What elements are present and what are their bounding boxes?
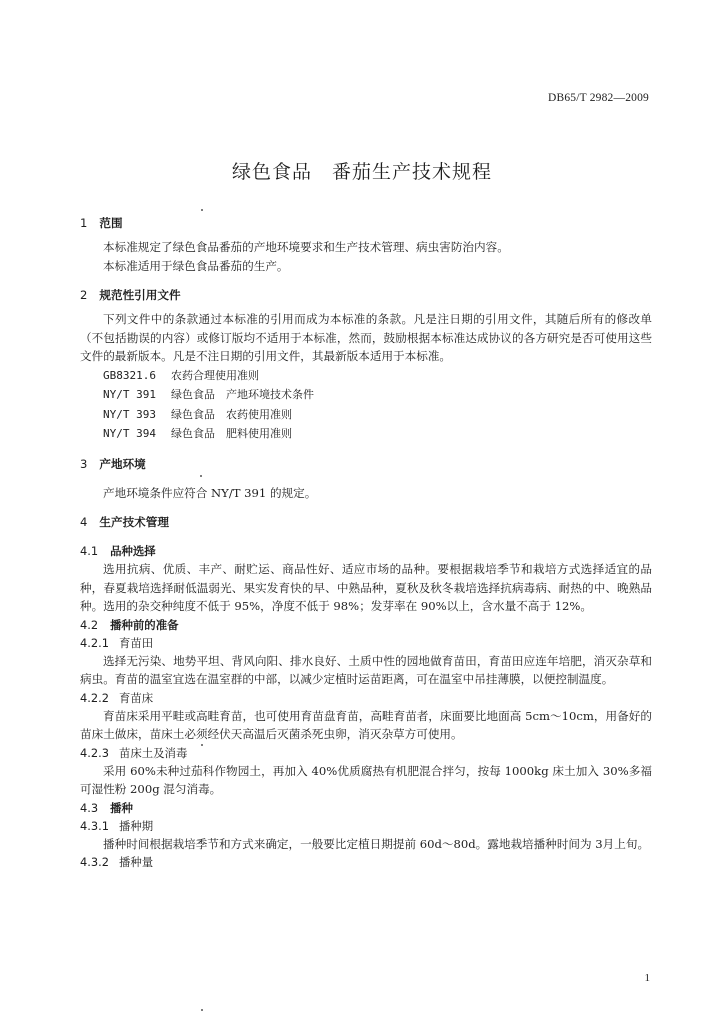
section-4-1-heading <box>80 542 652 560</box>
section-title: 播种前的准备 <box>110 617 179 632</box>
reference-name: 农药合理使用准则 <box>171 368 259 382</box>
page-number: 1 <box>644 972 650 984</box>
paragraph: 本标准规定了绿色食品番茄的产地环境要求和生产技术管理、病虫害防治内容。 <box>103 240 509 254</box>
scan-speck <box>201 1009 203 1011</box>
section-number: 4.3.1 <box>80 818 109 833</box>
section-title: 产地环境 <box>99 456 146 471</box>
paragraph: 产地环境条件应符合 NY/T 391 的规定。 <box>103 485 317 500</box>
section-title: 苗床土及消毒 <box>118 745 188 760</box>
section-title: 育苗田 <box>118 635 154 650</box>
section-4-3-2-heading <box>80 853 652 871</box>
section-1-heading <box>80 214 652 232</box>
paragraph: 采用 60%未种过茄科作物园土，再加入 40%优质腐热有机肥混合拌匀，按每 1000kg 床土加入 30%多福可湿性粉 200g 混匀消毒。 <box>80 763 652 796</box>
section-number: 4 <box>80 515 88 529</box>
section-number: 4.2.2 <box>80 690 109 705</box>
reference-name: 绿色食品 肥料使用准则 <box>171 427 292 440</box>
reference-code: NY/T 393 <box>103 407 156 421</box>
section-number: 4.2.3 <box>80 745 109 760</box>
reference-item <box>80 405 652 425</box>
section-title: 播种量 <box>118 855 154 869</box>
section-title: 播种 <box>110 800 133 815</box>
reference-code: NY/T 394 <box>103 427 156 440</box>
section-4-2-2-heading <box>80 689 652 707</box>
paragraph: 育苗床采用平畦或高畦育苗，也可使用育苗盘育苗，高畦育苗者，床面要比地面高 5cm～10cm，用备好的苗床土做床，苗床土必须经伏天高温后灭菌杀死虫卵，消灭杂草方可使用。 <box>80 708 652 741</box>
paragraph: 本标准适用于绿色食品番茄的生产。 <box>103 258 289 273</box>
paragraph: 下列文件中的条款通过本标准的引用而成为本标准的条款。凡是注日期的引用文件，其随后所有的修改单（不包括勘误的内容）或修订版均不适用于本标准，然而，鼓励根据本标准达成协议的各方研究是否可使用这些文件的最新版本。凡是不注日期的引用文件，其最新版本适用于本标准。 <box>80 312 652 363</box>
section-number: 4.2.1 <box>80 635 109 650</box>
section-title: 品种选择 <box>110 544 156 558</box>
section-title: 生产技术管理 <box>99 515 169 529</box>
section-number: 4.1 <box>80 544 99 558</box>
reference-item <box>80 366 652 386</box>
section-4-3-heading <box>80 799 652 817</box>
section-4-2-1-heading <box>80 634 652 652</box>
section-number: 4.2 <box>80 617 99 632</box>
reference-item <box>80 385 652 405</box>
section-4-2-3-heading <box>80 744 652 762</box>
scan-speck <box>201 209 203 211</box>
section-title: 育苗床 <box>118 690 154 705</box>
paragraph: 选择无污染、地势平坦、背风向阳、排水良好、土质中性的园地做育苗田，育苗田应连年培肥，消灭杂草和病虫。育苗的温室宜选在温室群的中部，以减少定植时运苗距离，可在温室中吊挂薄膜，以便控制温度。 <box>80 653 652 686</box>
scan-speck <box>200 475 202 477</box>
reference-name: 绿色食品 农药使用准则 <box>171 407 292 421</box>
standard-code: DB65/T 2982—2009 <box>547 92 649 104</box>
section-4-3-1-heading <box>80 817 652 835</box>
section-3-heading <box>80 455 652 473</box>
document-body <box>80 214 652 871</box>
section-title: 规范性引用文件 <box>99 288 181 302</box>
section-number: 2 <box>80 288 88 302</box>
reference-item <box>80 424 652 444</box>
reference-code: NY/T 391 <box>103 388 156 401</box>
document-title: 绿色食品 番茄生产技术规程 <box>231 161 492 183</box>
scan-speck <box>201 744 203 746</box>
section-title: 播种期 <box>118 818 154 833</box>
section-title: 范围 <box>99 216 123 230</box>
section-number: 4.3 <box>80 800 99 815</box>
reference-name: 绿色食品 产地环境技术条件 <box>171 388 314 401</box>
section-number: 3 <box>80 456 88 471</box>
section-4-2-heading <box>80 616 652 634</box>
section-number: 4.3.2 <box>80 855 109 869</box>
reference-code: GB8321.6 <box>103 368 156 382</box>
paragraph: 选用抗病、优质、丰产、耐贮运、商品性好、适应市场的品种。要根据栽培季节和栽培方式选择适宜的品种，春夏栽培选择耐低温弱光、果实发育快的早、中熟品种，夏秋及秋冬栽培选择抗病毒病、耐热的中、晚熟品种。选用的杂交种纯度不低于 95%，净度不低于 98%；发芽率在 90%以上，含水量不高于 12%。 <box>80 562 652 613</box>
paragraph: 播种时间根据栽培季节和方式来确定，一般要比定植日期提前 60d～80d。露地栽培播种时间为 3月上旬。 <box>103 836 650 851</box>
section-2-heading <box>80 286 652 304</box>
section-4-heading <box>80 513 652 531</box>
section-number: 1 <box>80 216 88 230</box>
